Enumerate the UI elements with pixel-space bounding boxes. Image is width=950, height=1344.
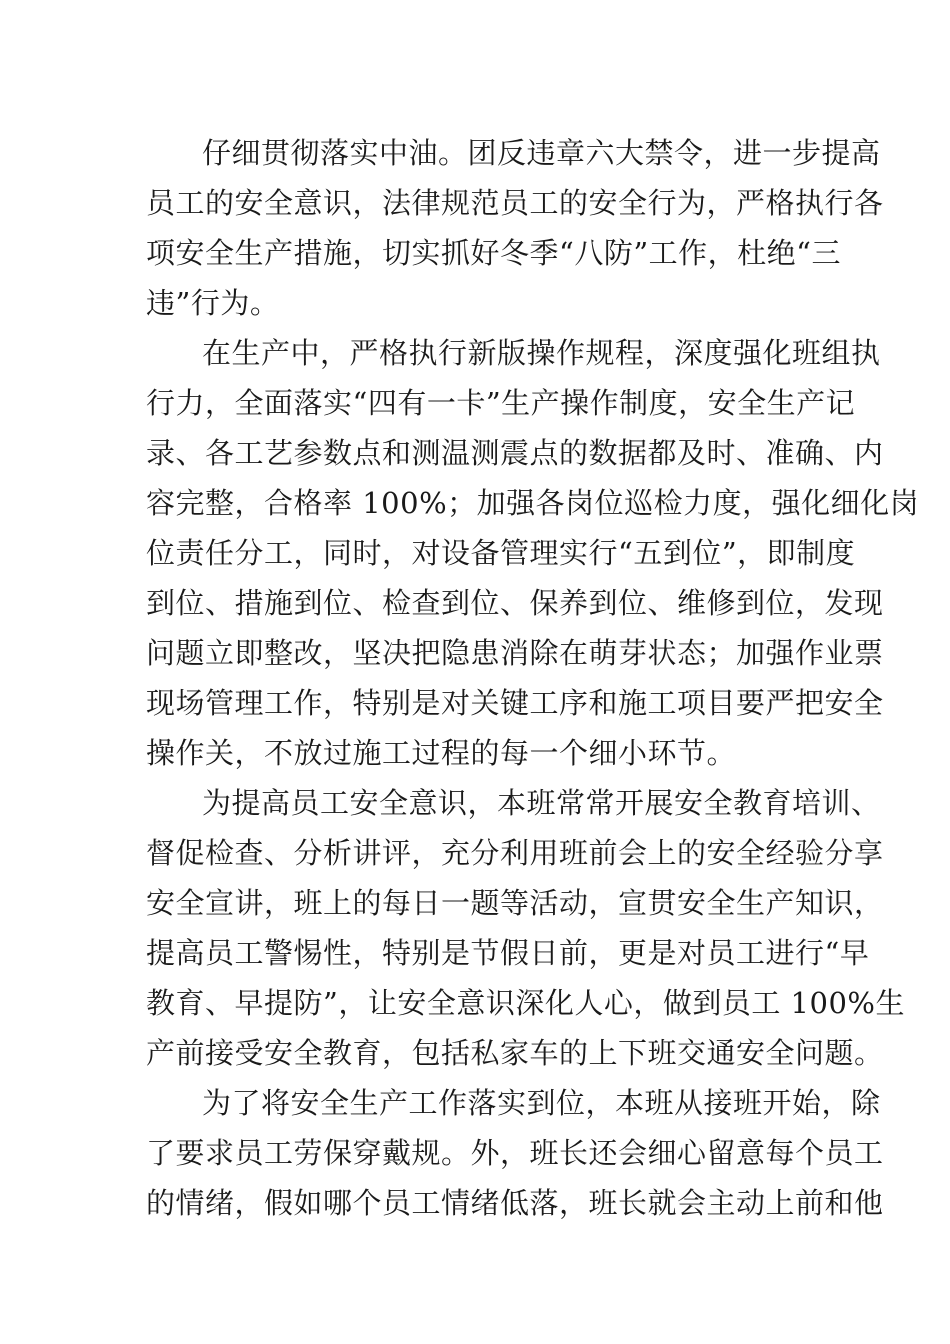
paragraph-shift-implementation: [146, 1078, 884, 1228]
text-line: 行力，全面落实“四有一卡”生产操作制度，安全生产记: [146, 386, 856, 420]
text-line: 产前接受安全教育，包括私家车的上下班交通安全问题。: [146, 1036, 884, 1070]
text-line: 了要求员工劳保穿戴规。外，班长还会细心留意每个员工: [146, 1136, 884, 1170]
text-line: 仔细贯彻落实中油。团反违章六大禁令，进一步提高: [202, 136, 881, 170]
text-line: 员工的安全意识，法律规范员工的安全行为，严格执行各: [146, 186, 884, 220]
text-line: 录、各工艺参数点和测温测震点的数据都及时、准确、内: [146, 436, 884, 470]
text-line: 问题立即整改，坚决把隐患消除在萌芽状态；加强作业票: [146, 636, 884, 670]
text-line: 到位、措施到位、检查到位、保养到位、维修到位，发现: [146, 586, 884, 620]
text-line: 为提高员工安全意识，本班常常开展安全教育培训、: [202, 786, 881, 820]
text-line: 安全宣讲，班上的每日一题等活动，宣贯安全生产知识，: [146, 886, 884, 920]
paragraph-safety-rules: [146, 128, 884, 328]
text-line: 的情绪，假如哪个员工情绪低落，班长就会主动上前和他: [146, 1186, 884, 1220]
text-line: 操作关，不放过施工过程的每一个细小环节。: [146, 736, 737, 770]
paragraph-production-procedures: [146, 328, 920, 778]
text-line: 项安全生产措施，切实抓好冬季“八防”工作，杜绝“三: [146, 236, 841, 270]
text-line: 为了将安全生产工作落实到位，本班从接班开始，除: [202, 1086, 881, 1120]
text-line: 容完整，合格率 100%；加强各岗位巡检力度，强化细化岗: [146, 486, 920, 520]
text-line: 在生产中，严格执行新版操作规程，深度强化班组执: [202, 336, 881, 370]
paragraph-safety-education: [146, 778, 905, 1078]
text-line: 现场管理工作，特别是对关键工序和施工项目要严把安全: [146, 686, 884, 720]
text-line: 位责任分工，同时，对设备管理实行“五到位”，即制度: [146, 536, 856, 570]
text-line: 违”行为。: [146, 286, 280, 320]
text-line: 教育、早提防”，让安全意识深化人心，做到员工 100%生: [146, 986, 905, 1020]
document-body: [146, 128, 920, 1228]
text-line: 督促检查、分析讲评，充分利用班前会上的安全经验分享: [146, 836, 884, 870]
text-line: 提高员工警惕性，特别是节假日前，更是对员工进行“早: [146, 936, 870, 970]
